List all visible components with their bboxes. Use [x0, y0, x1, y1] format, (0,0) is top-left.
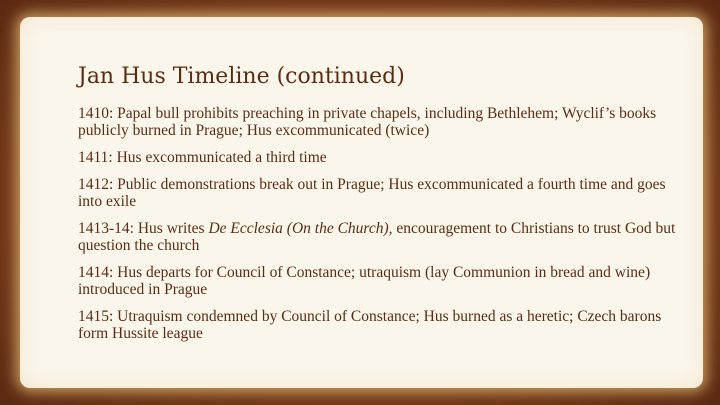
timeline-entry — [78, 105, 678, 139]
timeline-entry — [78, 176, 678, 210]
timeline-entry — [78, 149, 678, 166]
entry-text: 1414: Hus departs for Council of Constance; utraquism (lay Communion in bread and wine) introduced in Prague — [78, 264, 651, 298]
entry-text: 1413-14: Hus writes — [78, 220, 209, 237]
slide-card — [20, 17, 703, 388]
entry-text: 1415: Utraquism condemned by Council of Constance; Hus burned as a heretic; Czech barons form Hussite league — [78, 308, 662, 342]
entry-text: 1410: Papal bull prohibits preaching in private chapels, including Bethlehem; Wyclif’s books publicly burned in Prague; Hus excommunicated (twice) — [78, 105, 657, 139]
entry-text: encouragement to Christians to trust God but question the church — [78, 220, 676, 254]
timeline-entry — [78, 264, 678, 298]
entry-text: 1412: Public demonstrations break out in Prague; Hus excommunicated a fourth time and goes into exile — [78, 176, 666, 210]
slide-title: Jan Hus Timeline (continued) — [78, 64, 405, 89]
entry-text: 1411: Hus excommunicated a third time — [78, 149, 327, 166]
timeline-entry — [78, 308, 678, 342]
entry-book-title: De Ecclesia (On the Church), — [208, 220, 393, 237]
timeline-list — [78, 105, 678, 352]
timeline-entry — [78, 220, 678, 254]
